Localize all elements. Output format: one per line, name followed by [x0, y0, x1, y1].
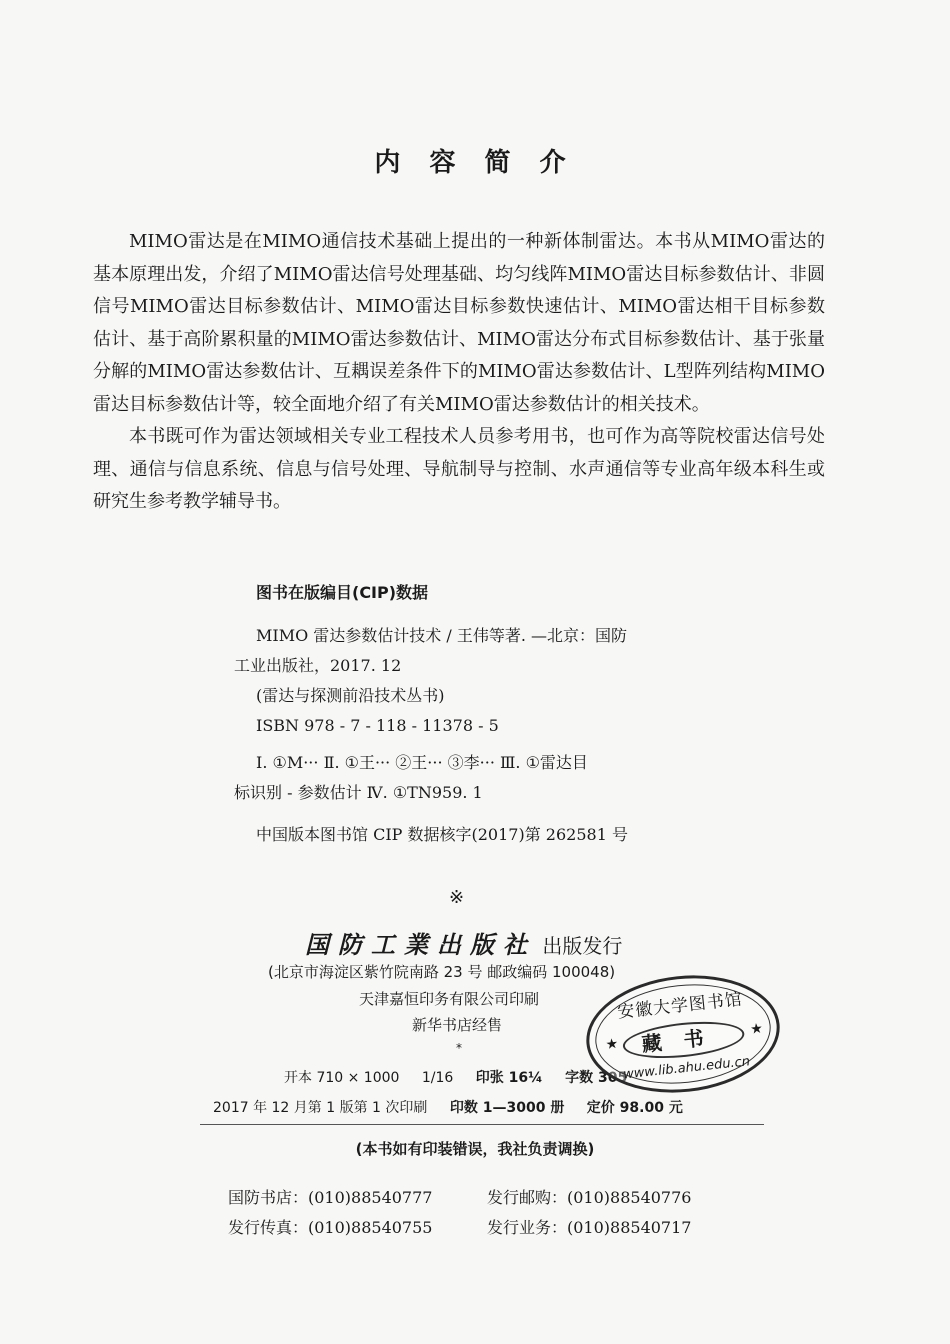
introduction — [93, 226, 825, 519]
spec-edition: 2017 年 12 月第 1 版第 1 次印刷 — [213, 1100, 428, 1116]
dot-mark: * — [456, 1041, 462, 1055]
cip-number — [234, 820, 704, 850]
cip-line-series: (雷达与探测前沿技术丛书) — [256, 686, 445, 705]
spec-print-run: 印数 1—3000 册 — [449, 1100, 565, 1116]
publisher-suffix: 出版发行 — [542, 934, 623, 958]
cip-line-isbn: ISBN 978 - 7 - 118 - 11378 - 5 — [256, 716, 499, 735]
intro-paragraph-2: 本书既可作为雷达领域相关专业工程技术人员参考用书，也可作为高等院校雷达信号处理、通信与信息系统、信息与信号处理、导航制导与控制、水声通信等专业高年级本科生或研究生参考教学辅导书。 — [93, 426, 825, 512]
divider — [200, 1124, 764, 1125]
printer: 天津嘉恒印务有限公司印刷 — [359, 990, 540, 1008]
cip-line-number: 中国版本图书馆 CIP 数据核字(2017)第 262581 号 — [256, 825, 628, 844]
stamp-library-name: 安徽大学图书馆 — [616, 989, 744, 1023]
contact-business: 发行业务：(010)88540717 — [487, 1218, 692, 1237]
cip-heading: 图书在版编目(CIP)数据 — [256, 583, 429, 602]
cip-line-subjects-cont: 标识别 - 参数估计 Ⅳ. ①TN959. 1 — [234, 783, 483, 802]
page-title: 内 容 简 介 — [374, 148, 576, 178]
cip-line-publisher: 工业出版社，2017. 12 — [234, 656, 402, 675]
star-icon: ★ — [749, 1020, 764, 1038]
library-stamp — [580, 966, 785, 1102]
spec-price: 定价 98.00 元 — [586, 1100, 683, 1116]
publisher-logo: 国防工業出版社 — [305, 930, 536, 959]
intro-paragraph-1: MIMO雷达是在MIMO通信技术基础上提出的一种新体制雷达。本书从MIMO雷达的基本原理出发，介绍了MIMO雷达信号处理基础、均匀线阵MIMO雷达目标参数估计、非圆信号MIMO雷达目标参数估计、MIMO雷达目标参数快速估计、MIMO雷达相干目标参数估计、基于高阶累积量的MIMO雷达参数估计、MIMO雷达分布式目标参数估计、基于张量分解的MIMO雷达参数估计、互耦误差条件下的MIMO雷达参数估计、L型阵列结构MIMO雷达目标参数估计等，较全面地介绍了有关MIMO雷达参数估计的相关技术。 — [93, 231, 825, 415]
spec-fold: 1/16 — [421, 1070, 454, 1086]
cip-record — [234, 621, 704, 741]
cip-subjects — [234, 748, 704, 808]
spec-format: 开本 710 × 1000 — [284, 1070, 400, 1086]
contact-fax: 发行传真：(010)88540755 — [228, 1218, 433, 1237]
spec-sheets: 印张 16¼ — [475, 1070, 543, 1086]
stamp-collection-text: 藏书 — [621, 1017, 746, 1064]
separator-mark: ※ — [449, 887, 465, 908]
seller: 新华书店经售 — [412, 1016, 503, 1034]
star-icon: ★ — [604, 1035, 620, 1054]
spec-words: 字数 305 — [565, 1070, 628, 1086]
contact-bookstore: 国防书店：(010)88540777 — [228, 1188, 433, 1207]
cip-line-subjects: Ⅰ. ①M··· Ⅱ. ①王··· ②王··· ③李··· Ⅲ. ①雷达目 — [256, 753, 588, 772]
spec-line-2 — [213, 1097, 701, 1117]
spec-line-1 — [284, 1067, 645, 1087]
cip-line-title: MIMO 雷达参数估计技术 / 王伟等著. —北京：国防 — [256, 626, 628, 645]
publisher-address: (北京市海淀区紫竹院南路 23 号 邮政编码 100048) — [268, 963, 616, 981]
stamp-url: www.lib.ahu.edu.cn — [622, 1054, 751, 1083]
contacts-right — [487, 1183, 691, 1243]
publisher-line — [305, 925, 622, 960]
contact-mail: 发行邮购：(010)88540776 — [487, 1188, 692, 1207]
error-notice: (本书如有印装错误，我社负责调换) — [355, 1140, 595, 1158]
contacts-left — [228, 1183, 432, 1243]
